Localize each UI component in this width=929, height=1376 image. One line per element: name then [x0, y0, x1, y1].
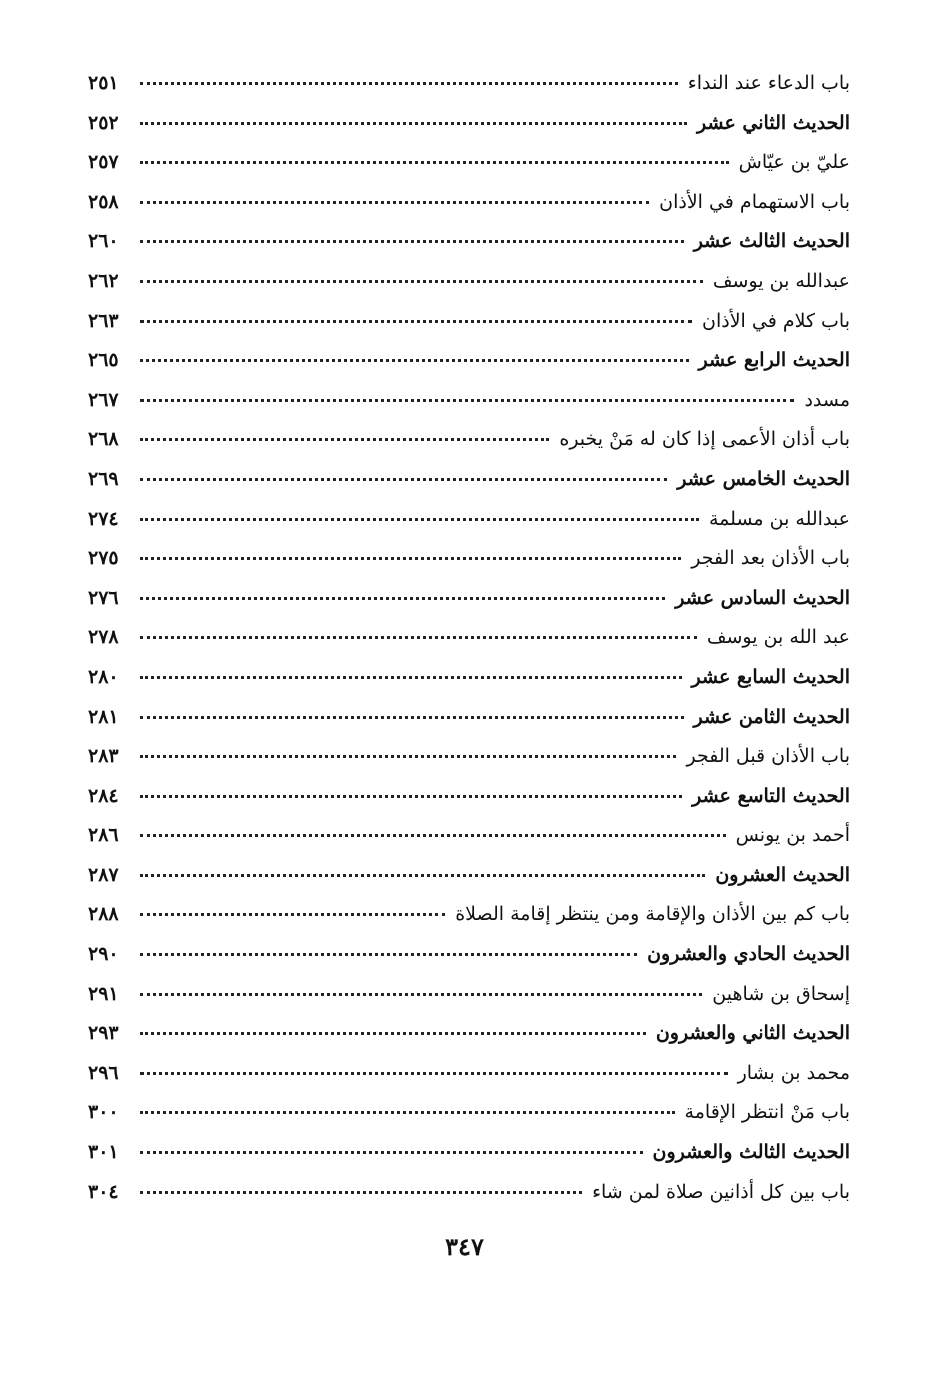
entry-title: الحديث العشرون [715, 863, 850, 886]
dot-leader [140, 239, 684, 243]
entry-title: عبدالله بن مسلمة [708, 507, 850, 530]
entry-page-number: ٢٧٨ [88, 626, 119, 649]
dot-leader [140, 398, 794, 402]
dot-leader [140, 992, 702, 996]
dot-leader [140, 279, 703, 283]
toc-entry [88, 420, 850, 460]
entry-title: عبدالله بن يوسف [712, 269, 850, 292]
entry-page-number: ٣٠٤ [88, 1180, 119, 1203]
entry-page-number: ٢٥٨ [88, 190, 119, 213]
entry-title: الحديث الرابع عشر [698, 349, 850, 372]
page-number: ٣٤٧ [445, 1232, 484, 1261]
entry-page-number: ٢٩٣ [88, 1022, 119, 1045]
toc-entry [88, 895, 850, 935]
toc-entry [88, 460, 850, 500]
toc-entry [88, 935, 850, 975]
toc-entry [88, 698, 850, 738]
entry-title: عليّ بن عيّاش [738, 151, 850, 174]
dot-leader [140, 596, 665, 600]
toc-entry [88, 222, 850, 262]
toc-entry [88, 856, 850, 896]
entry-page-number: ٢٦٨ [88, 428, 119, 451]
entry-page-number: ٢٨٨ [88, 903, 119, 926]
entry-title: إسحاق بن شاهين [712, 982, 850, 1005]
entry-page-number: ٢٦٢ [88, 269, 119, 292]
dot-leader [140, 873, 705, 877]
entry-page-number: ٢٥٢ [88, 111, 119, 134]
entry-title: الحديث الثاني عشر [697, 111, 850, 134]
dot-leader [140, 556, 681, 560]
toc-entry [88, 500, 850, 540]
entry-title: باب الأذان قبل الفجر [686, 745, 850, 768]
dot-leader [140, 477, 667, 481]
dot-leader [140, 794, 682, 798]
toc-entry [88, 975, 850, 1015]
entry-page-number: ٢٩٦ [88, 1061, 119, 1084]
entry-page-number: ٢٨٧ [88, 863, 119, 886]
entry-title: باب الدعاء عند النداء [687, 72, 850, 94]
entry-title: باب الاستهمام في الأذان [659, 190, 850, 213]
entry-page-number: ٢٧٦ [88, 586, 119, 609]
dot-leader [140, 160, 729, 164]
dot-leader [140, 1110, 675, 1114]
entry-page-number: ٢٩٠ [88, 943, 119, 966]
toc-entry [88, 381, 850, 421]
toc-entry [88, 816, 850, 856]
toc-entry [88, 1133, 850, 1173]
entry-title: باب كلام في الأذان [702, 309, 850, 332]
entry-page-number: ٢٩١ [88, 982, 119, 1005]
dot-leader [140, 121, 687, 125]
entry-page-number: ٢٧٥ [88, 547, 119, 570]
entry-page-number: ٢٦٥ [88, 349, 119, 372]
entry-title: الحديث الثالث والعشرون [652, 1141, 850, 1164]
dot-leader [140, 319, 692, 323]
toc-entry [88, 618, 850, 658]
entry-page-number: ٢٨٣ [88, 745, 119, 768]
toc-entry [88, 302, 850, 342]
toc-entry [88, 64, 850, 104]
entry-title: باب أذان الأعمى إذا كان له مَنْ يخبره [559, 428, 850, 451]
dot-leader [140, 912, 445, 916]
dot-leader [140, 437, 549, 441]
entry-title: أحمد بن يونس [735, 824, 850, 847]
dot-leader [140, 675, 682, 679]
entry-title: الحديث الثالث عشر [693, 230, 850, 253]
entry-title: باب الأذان بعد الفجر [691, 547, 850, 570]
entry-title: مسدد [804, 388, 850, 411]
dot-leader [140, 833, 726, 837]
entry-title: الحديث الحادي والعشرون [647, 943, 850, 966]
entry-page-number: ٢٧٤ [88, 507, 119, 530]
entry-title: عبد الله بن يوسف [706, 626, 850, 649]
entry-page-number: ٢٦٧ [88, 388, 119, 411]
toc-entry [88, 1014, 850, 1054]
dot-leader [140, 81, 678, 85]
dot-leader [140, 200, 649, 204]
entry-page-number: ٣٠٠ [88, 1101, 119, 1124]
dot-leader [140, 1071, 728, 1075]
dot-leader [140, 1150, 643, 1154]
toc-entry [88, 737, 850, 777]
dot-leader [140, 754, 676, 758]
entry-title: باب مَنْ انتظر الإقامة [684, 1101, 850, 1124]
entry-page-number: ٣٠١ [88, 1141, 119, 1164]
entry-title: الحديث الثامن عشر [693, 705, 850, 728]
dot-leader [140, 1031, 646, 1035]
entry-title: الحديث التاسع عشر [692, 784, 850, 807]
entry-page-number: ٢٨٤ [88, 784, 119, 807]
toc-entry [88, 1054, 850, 1094]
entry-title: الحديث السادس عشر [675, 586, 850, 609]
dot-leader [140, 358, 689, 362]
dot-leader [140, 715, 684, 719]
entry-title: الحديث السابع عشر [691, 665, 850, 688]
dot-leader [140, 635, 697, 639]
toc-entry [88, 143, 850, 183]
toc-entry [88, 658, 850, 698]
toc-entry [88, 341, 850, 381]
entry-page-number: ٢٨٠ [88, 665, 119, 688]
entry-page-number: ٢٦٩ [88, 467, 119, 490]
entry-page-number: ٢٦٣ [88, 309, 119, 332]
dot-leader [140, 1190, 582, 1194]
toc-entry [88, 183, 850, 223]
toc-entry [88, 1093, 850, 1133]
entry-title: الحديث الثاني والعشرون [655, 1022, 850, 1045]
toc-entry [88, 777, 850, 817]
toc-entry [88, 262, 850, 302]
dot-leader [140, 517, 699, 521]
toc-entry [88, 579, 850, 619]
entry-page-number: ٢٨٦ [88, 824, 119, 847]
entry-page-number: ٢٦٠ [88, 230, 119, 253]
dot-leader [140, 952, 637, 956]
toc-entry [88, 539, 850, 579]
entry-page-number: ٢٨١ [88, 705, 119, 728]
table-of-contents [88, 64, 850, 1212]
entry-title: باب كم بين الأذان والإقامة ومن ينتظر إقامة الصلاة [455, 903, 850, 926]
entry-page-number: ٢٥٧ [88, 151, 119, 174]
toc-entry [88, 1173, 850, 1213]
entry-title: الحديث الخامس عشر [677, 467, 850, 490]
entry-title: باب بين كل أذانين صلاة لمن شاء [592, 1180, 850, 1203]
toc-entry [88, 104, 850, 144]
entry-page-number: ٢٥١ [88, 72, 119, 94]
entry-title: محمد بن بشار [737, 1061, 850, 1084]
